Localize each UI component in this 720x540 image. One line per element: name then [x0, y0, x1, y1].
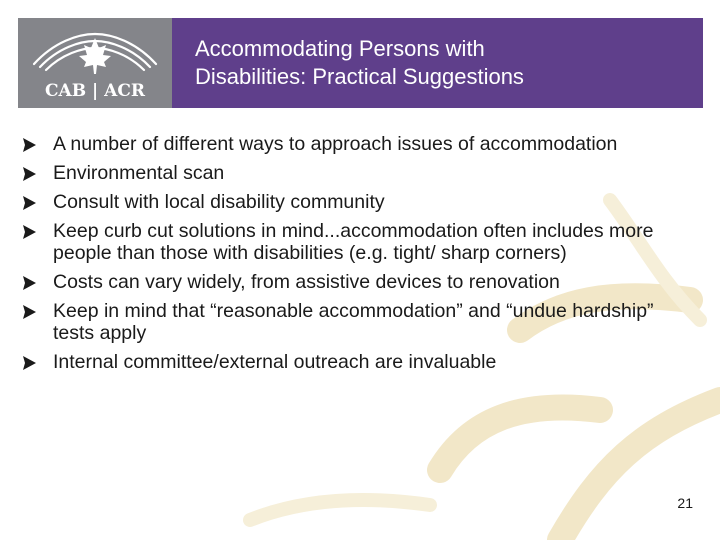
page-number: 21	[677, 495, 693, 511]
cab-acr-logo	[20, 20, 170, 106]
arrowhead-bullet-icon	[20, 274, 38, 292]
arrowhead-bullet-icon	[20, 303, 38, 321]
arrowhead-bullet-icon	[20, 194, 38, 212]
bullet-text: Internal committee/external outreach are invaluable	[53, 351, 497, 373]
slide-title	[195, 35, 695, 91]
arrowhead-bullet-icon	[20, 136, 38, 154]
arrowhead-bullet-icon	[20, 223, 38, 241]
logo-text: CAB | ACR	[45, 81, 145, 101]
list-item	[20, 159, 700, 188]
list-item	[20, 348, 700, 377]
bullet-text: Consult with local disability community	[53, 191, 385, 213]
bullet-text: Keep curb cut solutions in mind...accommodation often includes more people than those with disabilities (e.g. tight/ sharp corners)	[53, 220, 654, 264]
arrowhead-bullet-icon	[20, 165, 38, 183]
arrowhead-bullet-icon	[20, 354, 38, 372]
bullet-text: Environmental scan	[53, 162, 225, 184]
list-item	[20, 217, 700, 268]
bullet-text: A number of different ways to approach issues of accommodation	[53, 133, 618, 155]
title-line-2: Disabilities: Practical Suggestions	[195, 64, 524, 89]
list-item	[20, 268, 700, 297]
list-item	[20, 130, 700, 159]
bullet-text: Keep in mind that “reasonable accommodation” and “undue hardship” tests apply	[53, 300, 654, 344]
title-line-1: Accommodating Persons with	[195, 36, 485, 61]
list-item	[20, 297, 700, 348]
bullet-list	[20, 130, 700, 377]
bullet-text: Costs can vary widely, from assistive devices to renovation	[53, 271, 560, 293]
list-item	[20, 188, 700, 217]
